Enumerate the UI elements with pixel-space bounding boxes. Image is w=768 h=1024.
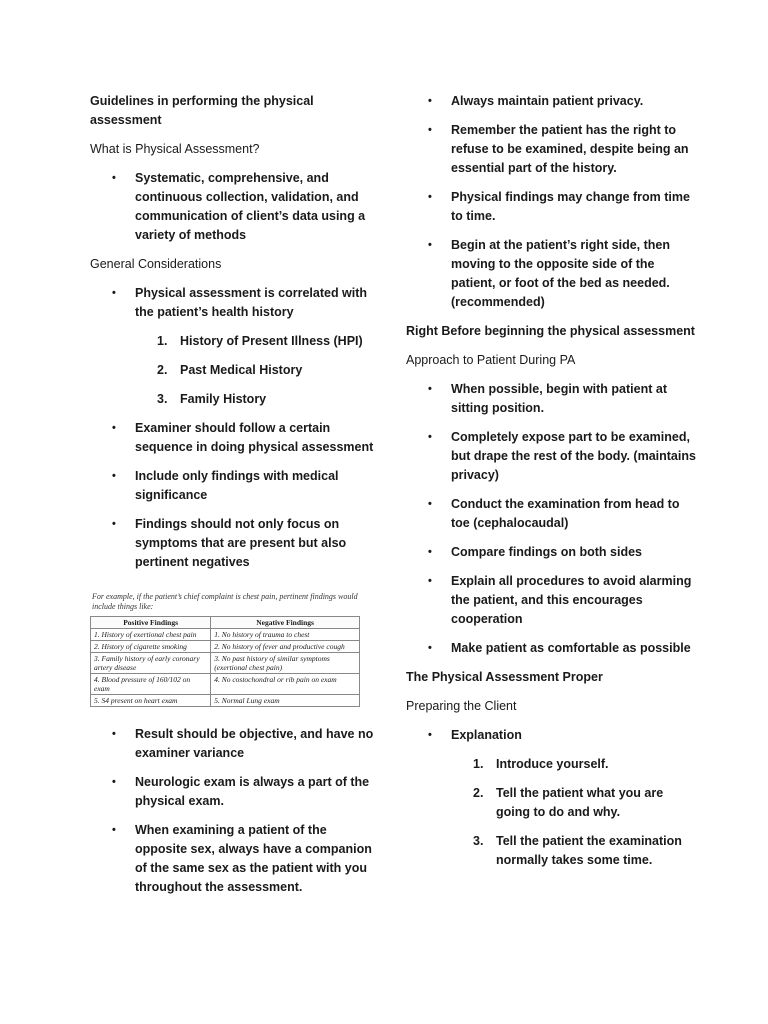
right-column [406,92,696,880]
bullet-icon: • [428,729,432,741]
bullet-explain: • Explain all procedures to avoid alarming the patient, and this encourages cooperation [428,574,692,626]
bullet-head-to-toe: • Conduct the examination from head to toe (cephalocaudal) [428,497,680,530]
table-cell: 2. History of cigarette smoking [91,641,211,653]
table-cell: 5. S4 present on heart exam [91,695,211,707]
bullet-privacy: • Always maintain patient privacy. [406,92,696,111]
bullet-health-history: • Physical assessment is correlated with the patient’s health history [112,286,368,319]
bullet-sequence: • Examiner should follow a certain sequence in doing physical assessment [112,421,374,454]
bullet-icon: • [428,239,432,251]
history-item-3: 3. Family History [157,392,267,406]
bullet-findings-change: • Physical findings may change from time to time. [428,190,690,223]
table-row [91,629,360,641]
history-item-2: 2. Past Medical History [157,363,303,377]
step-3: 3. Tell the patient the examination normally takes some time. [473,834,682,867]
bullet-icon: • [428,431,432,443]
left-column [90,92,380,907]
bullet-icon: • [428,575,432,587]
bullet-icon: • [428,124,432,136]
what-is-heading: What is Physical Assessment? [90,142,260,156]
table-row [91,641,360,653]
bullet-icon: • [112,422,116,434]
bullet-icon: • [428,95,432,107]
step-1: 1. Introduce yourself. [473,757,609,771]
bullet-icon: • [428,191,432,203]
table-row [91,674,360,695]
table-cell: 1. History of exertional chest pain [91,629,211,641]
preparing-heading: Preparing the Client [406,699,517,713]
findings-table [90,616,360,707]
bullet-icon: • [112,518,116,530]
bullet-icon: • [428,546,432,558]
table-header: Negative Findings [211,617,360,629]
bullet-companion: • When examining a patient of the opposite sex, always have a companion of the same sex as the patient with you throughout the assessment. [112,823,372,894]
bullet-comfortable: • Make patient as comfortable as possible [406,639,696,658]
bullet-explanation: • Explanation [406,726,696,745]
table-cell: 4. No costochondral or rib pain on exam [211,674,360,695]
approach-heading: Approach to Patient During PA [406,353,576,367]
pa-proper-heading: The Physical Assessment Proper [406,670,603,684]
table-cell: 4. Blood pressure of 160/102 on exam [91,674,211,695]
bullet-neurologic: • Neurologic exam is always a part of the physical exam. [112,775,370,808]
table-cell: 1. No history of trauma to chest [211,629,360,641]
right-before-heading: Right Before beginning the physical assessment [406,324,695,338]
bullet-icon: • [428,642,432,654]
bullet-icon: • [112,728,116,740]
bullet-icon: • [428,498,432,510]
bullet-right-to-refuse: • Remember the patient has the right to refuse to be examined, despite being an essential part of the history. [428,123,689,175]
table-cell: 2. No history of fever and productive cough [211,641,360,653]
table-cell: 5. Normal Lung exam [211,695,360,707]
table-cell: 3. Family history of early coronary artery disease [91,653,211,674]
bullet-significance: • Include only findings with medical significance [112,469,339,502]
bullet-pertinent-negatives: • Findings should not only focus on symptoms that are present but also pertinent negatives [112,517,347,569]
findings-table-figure [90,592,360,707]
bullet-compare: • Compare findings on both sides [406,543,696,562]
findings-table-intro: For example, if the patient’s chief complaint is chest pain, pertinent findings would include things like: [92,592,358,611]
bullet-right-side: • Begin at the patient’s right side, then moving to the opposite side of the patient, or foot of the bed as needed. (recommended) [428,238,671,309]
bullet-icon: • [428,383,432,395]
bullet-sitting: • When possible, begin with patient at sitting position. [428,382,667,415]
history-item-1: 1. History of Present Illness (HPI) [157,334,363,348]
table-row [91,653,360,674]
step-2: 2. Tell the patient what you are going to do and why. [473,786,664,819]
bullet-icon: • [112,172,116,184]
bullet-icon: • [112,287,116,299]
bullet-icon: • [112,776,116,788]
bullet-icon: • [112,470,116,482]
bullet-icon: • [112,824,116,836]
document-title: Guidelines in performing the physical assessment [90,94,314,127]
definition-bullet: • Systematic, comprehensive, and continuous collection, validation, and communication of client’s data using a variety of methods [112,171,366,242]
table-row [91,695,360,707]
bullet-objective: • Result should be objective, and have no examiner variance [112,727,374,760]
table-cell: 3. No past history of similar symptoms (exertional chest pain) [211,653,360,674]
bullet-expose: • Completely expose part to be examined, but drape the rest of the body. (maintains privacy) [428,430,696,482]
table-header: Positive Findings [91,617,211,629]
general-considerations-heading: General Considerations [90,257,222,271]
